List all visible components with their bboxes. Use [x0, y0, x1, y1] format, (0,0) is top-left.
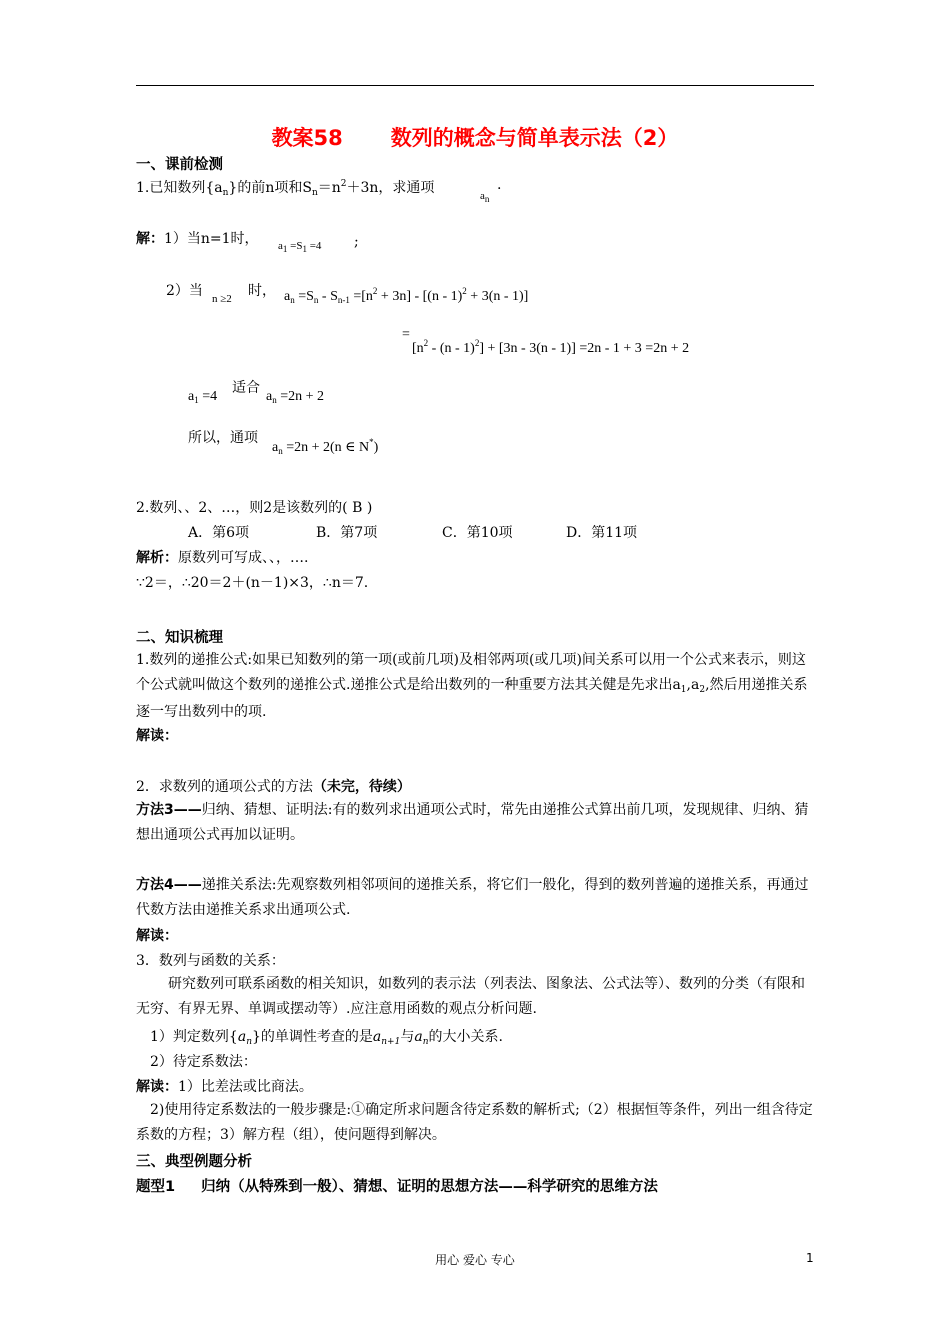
monotonic-item: 1）判定数列$\{a_n\}$的单调性考查的是$a_{n+1}$与$a_n$的大小关系. [150, 1029, 503, 1047]
option-a: A．第6项 [188, 525, 250, 541]
analysis-because: ∵2＝，∴20＝2＋(n－1)×3，∴n＝7. [136, 575, 369, 591]
interpretation-label-1: 解读： [136, 728, 178, 744]
step-2-line-2: $[n^2 - (n - 1)^2] + [3n - 3(n - 1)] =2n - 1 + 3 =2n + 2$ [412, 338, 690, 356]
title-topic: 数列的概念与简单表示法（2） [390, 126, 679, 150]
fit-check-an: $a_n =2n + 2$ [266, 389, 325, 405]
fit-check-a1: $a_1 =4$ [188, 389, 218, 405]
question-1: 1.已知数列$\{a_n\}$的前n项和$S_n=n^2+3n$，求通项 [136, 179, 435, 198]
problem-type-1: 题型1 归纳（从特殊到一般）、猜想、证明的思想方法——科学研究的思维方法 [136, 1179, 658, 1195]
solution-label: 解： [136, 231, 164, 247]
sequence-function-paragraph: 研究数列可联系函数的相关知识，如数列的表示法（列表法、图象法、公式法等）、数列的分类（有限和无穷、有界无界、单调或摆动等）.应注意用函数的观点分析问题. [136, 976, 805, 1017]
step-2-label: 2）当 [166, 283, 203, 299]
step-1-equation: $a_1 =S_1 =4$ [278, 240, 322, 254]
step-2-condition: n ≥2 [212, 293, 232, 305]
step-2-when: 时， [248, 283, 276, 299]
interpretation-3: 解读：1）比差法或比商法。 [136, 1079, 313, 1095]
steps-paragraph: 2)使用待定系数法的一般步骤是:①确定所求问题含待定系数的解析式;（2）根据恒等条件，列出一组含待定系数的方程；3）解方程（组），使问题得到解决。 [136, 1102, 813, 1143]
step-2-line-1: $a_n =S_n - S_{n-1} =[n^2 + 3n] - [(n - 1)^2 + 3(n - 1)]$ [284, 286, 529, 305]
solution-step-1: 解：1）当n=1时， [136, 231, 259, 247]
section-heading-3: 三、典型例题分析 [136, 1154, 252, 1170]
header-rule [136, 85, 814, 86]
method-heading: 2．求数列的通项公式的方法（未完，待续） [136, 779, 411, 795]
step-1-semicolon: ; [354, 234, 359, 250]
method-4-paragraph: 方法4——递推关系法:先观察数列相邻项间的递推关系，将它们一般化，得到的数列普遍的递推关系，再通过代数方法由递推关系求出通项公式. [136, 877, 809, 918]
analysis: 解析：原数列可写成、、，…. [136, 550, 309, 566]
recursive-formula-paragraph: 1.数列的递推公式:如果已知数列的第一项(或前几项)及相邻两项(或几项)间关系可以用一个公式来表示，则这个公式就叫做这个数列的递推公式.递推公式是给出数列的一种重要方法其关健是先求出$a_1,a_2$,然后用递推关系逐一写出数列中的项. [136, 652, 808, 720]
fit-check-word: 适合 [232, 380, 260, 396]
question-1-an: $a_n$ [480, 190, 490, 204]
undetermined-coefficient-item: 2）待定系数法： [150, 1054, 257, 1070]
option-d: D．第11项 [566, 525, 638, 541]
interpretation-label-2: 解读： [136, 928, 178, 944]
conclusion-formula: $a_n =2n + 2(n$ ∈ N*) [272, 437, 379, 456]
option-c: C．第10项 [442, 525, 513, 541]
question-2: 2.数列、、2、…，则2是该数列的( B ) [136, 500, 373, 516]
page-footer: 用心 爱心 专心 [435, 1253, 515, 1267]
sequence-function-heading: 3．数列与函数的关系： [136, 953, 285, 969]
page-title [0, 122, 950, 152]
question-1-end: . [497, 177, 502, 193]
section-heading-2: 二、知识梳理 [136, 630, 223, 646]
method-3-paragraph: 方法3——归纳、猜想、证明法:有的数列求出通项公式时，常先由递推公式算出前几项，发现规律、归纳、猜想出通项公式再加以证明。 [136, 802, 809, 843]
title-label: 教案58 [271, 126, 343, 150]
step-2-line-2-eq: = [402, 327, 410, 342]
section-heading-1: 一、课前检测 [136, 157, 223, 173]
option-b: B．第7项 [316, 525, 378, 541]
conclusion-label: 所以，通项 [188, 430, 258, 446]
page-number: 1 [806, 1251, 814, 1265]
analysis-label: 解析： [136, 550, 178, 566]
